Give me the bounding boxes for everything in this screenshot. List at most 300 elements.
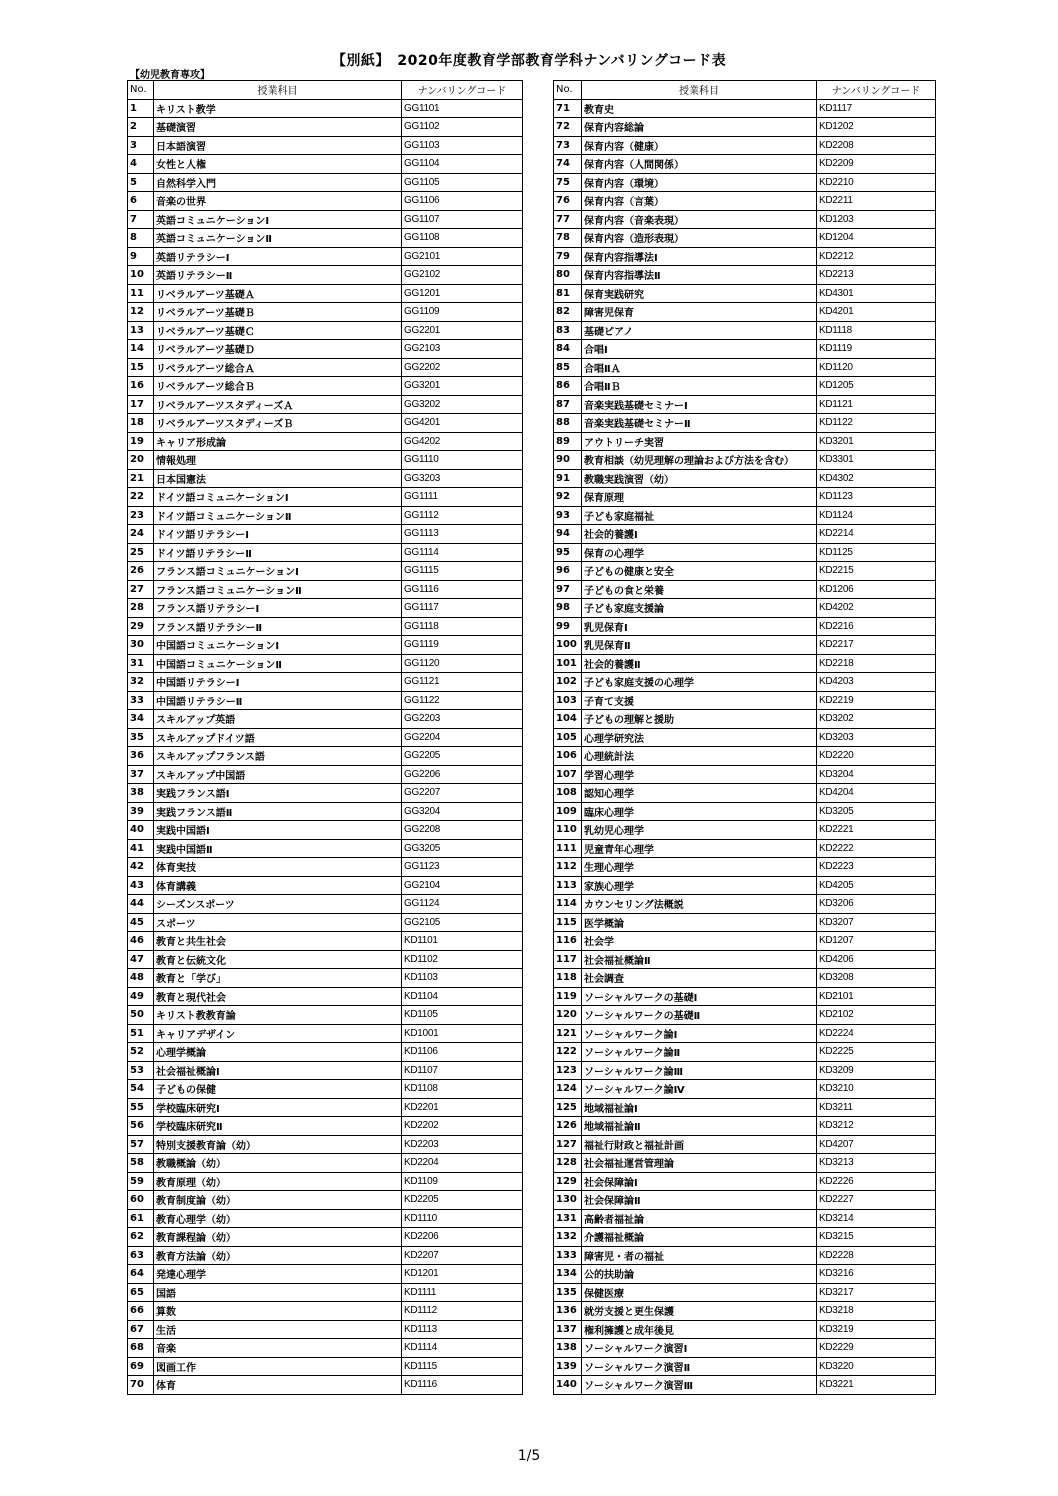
numbering-code: GG1112: [402, 506, 523, 525]
numbering-code: KD1201: [402, 1265, 523, 1284]
subject-name: 保育原理: [582, 488, 817, 507]
numbering-code: GG3202: [402, 395, 523, 414]
subject-name: 保育内容指導法Ⅰ: [582, 247, 817, 266]
numbering-code: KD2214: [817, 525, 936, 544]
table-row: [554, 266, 936, 285]
subject-name: 就労支援と更生保護: [582, 1302, 817, 1321]
header-no: No.: [128, 81, 154, 100]
subject-name: 障害児保育: [582, 303, 817, 322]
row-number: 120: [554, 1006, 582, 1025]
subject-name: リベラルアーツスタディーズＡ: [154, 395, 402, 414]
numbering-code: KD2210: [817, 173, 936, 192]
row-number: 11: [128, 284, 154, 303]
row-number: 73: [554, 136, 582, 155]
table-row: [554, 1339, 936, 1358]
header-subject: 授業科目: [582, 81, 817, 100]
subject-name: 女性と人権: [154, 155, 402, 174]
numbering-code: KD1117: [817, 99, 936, 118]
row-number: 16: [128, 377, 154, 396]
numbering-code: KD1109: [402, 1172, 523, 1191]
subject-name: ソーシャルワーク論Ⅰ: [582, 1024, 817, 1043]
subject-name: 保育の心理学: [582, 543, 817, 562]
row-number: 136: [554, 1302, 582, 1321]
table-row: [554, 321, 936, 340]
table-row: [554, 358, 936, 377]
row-number: 6: [128, 192, 154, 211]
row-number: 62: [128, 1228, 154, 1247]
subject-name: 実践フランス語Ⅰ: [154, 784, 402, 803]
numbering-code: GG1119: [402, 636, 523, 655]
table-row: [128, 1228, 523, 1247]
numbering-code: GG1124: [402, 895, 523, 914]
row-number: 138: [554, 1339, 582, 1358]
subject-name: 基礎ピアノ: [582, 321, 817, 340]
row-number: 72: [554, 118, 582, 137]
numbering-code: GG1111: [402, 488, 523, 507]
subject-name: ソーシャルワーク論Ⅳ: [582, 1080, 817, 1099]
numbering-code: GG1109: [402, 303, 523, 322]
table-row: [554, 617, 936, 636]
numbering-code: GG4201: [402, 414, 523, 433]
subject-name: 算数: [154, 1302, 402, 1321]
table-row: [554, 876, 936, 895]
table-row: [128, 858, 523, 877]
numbering-code: KD1113: [402, 1320, 523, 1339]
row-number: 133: [554, 1246, 582, 1265]
row-number: 35: [128, 728, 154, 747]
numbering-code: GG1104: [402, 155, 523, 174]
subject-name: 教育と伝統文化: [154, 950, 402, 969]
numbering-code: KD1107: [402, 1061, 523, 1080]
row-number: 87: [554, 395, 582, 414]
numbering-code: KD2216: [817, 617, 936, 636]
table-row: [128, 340, 523, 359]
numbering-code: KD2204: [402, 1154, 523, 1173]
numbering-code: KD4203: [817, 673, 936, 692]
numbering-code: KD3209: [817, 1061, 936, 1080]
table-row: [554, 118, 936, 137]
table-row: [554, 895, 936, 914]
row-number: 27: [128, 580, 154, 599]
subject-name: 教育課程論（幼）: [154, 1228, 402, 1247]
table-row: [554, 710, 936, 729]
row-number: 13: [128, 321, 154, 340]
table-row: [554, 1283, 936, 1302]
table-row: [554, 1320, 936, 1339]
numbering-code: GG1121: [402, 673, 523, 692]
row-number: 29: [128, 617, 154, 636]
subject-name: 社会的養護Ⅰ: [582, 525, 817, 544]
table-row: [554, 395, 936, 414]
numbering-code: GG1107: [402, 210, 523, 229]
row-number: 30: [128, 636, 154, 655]
subject-name: フランス語リテラシーⅡ: [154, 617, 402, 636]
numbering-code: GG2102: [402, 266, 523, 285]
table-row: [128, 192, 523, 211]
subject-name: 音楽の世界: [154, 192, 402, 211]
table-row: [554, 377, 936, 396]
row-number: 40: [128, 821, 154, 840]
row-number: 32: [128, 673, 154, 692]
row-number: 66: [128, 1302, 154, 1321]
numbering-code: GG2104: [402, 876, 523, 895]
numbering-code: KD2206: [402, 1228, 523, 1247]
table-row: [128, 99, 523, 118]
numbering-code: GG2201: [402, 321, 523, 340]
row-number: 15: [128, 358, 154, 377]
table-row: [128, 839, 523, 858]
subject-name: 社会保障論Ⅱ: [582, 1191, 817, 1210]
numbering-code: KD2224: [817, 1024, 936, 1043]
numbering-code: GG1106: [402, 192, 523, 211]
row-number: 118: [554, 969, 582, 988]
numbering-code: KD2207: [402, 1246, 523, 1265]
numbering-code: KD1115: [402, 1357, 523, 1376]
subject-name: 公的扶助論: [582, 1265, 817, 1284]
table-row: [128, 950, 523, 969]
row-number: 5: [128, 173, 154, 192]
subject-name: リベラルアーツ基礎Ａ: [154, 284, 402, 303]
row-number: 83: [554, 321, 582, 340]
subject-name: 社会保障論Ⅰ: [582, 1172, 817, 1191]
numbering-code: KD1125: [817, 543, 936, 562]
row-number: 23: [128, 506, 154, 525]
subject-name: キャリアデザイン: [154, 1024, 402, 1043]
subject-name: 保育内容（環境）: [582, 173, 817, 192]
subject-name: 教職実践演習（幼）: [582, 469, 817, 488]
table-row: [554, 765, 936, 784]
numbering-code: KD4301: [817, 284, 936, 303]
numbering-code: KD3206: [817, 895, 936, 914]
subject-name: 体育実技: [154, 858, 402, 877]
subject-name: 保健医療: [582, 1283, 817, 1302]
row-number: 81: [554, 284, 582, 303]
numbering-code: KD2229: [817, 1339, 936, 1358]
row-number: 45: [128, 913, 154, 932]
numbering-code: KD1106: [402, 1043, 523, 1062]
row-number: 134: [554, 1265, 582, 1284]
row-number: 88: [554, 414, 582, 433]
table-row: [128, 784, 523, 803]
subject-name: 社会調査: [582, 969, 817, 988]
numbering-code: GG1123: [402, 858, 523, 877]
table-row: [128, 136, 523, 155]
numbering-code: KD4207: [817, 1135, 936, 1154]
table-row: [554, 173, 936, 192]
numbering-code: KD4206: [817, 950, 936, 969]
row-number: 114: [554, 895, 582, 914]
table-row: [128, 1339, 523, 1358]
table-row: [128, 1098, 523, 1117]
table-row: [128, 1061, 523, 1080]
table-row: [128, 599, 523, 618]
row-number: 4: [128, 155, 154, 174]
numbering-code: KD3204: [817, 765, 936, 784]
table-row: [128, 432, 523, 451]
subject-name: 保育内容（音楽表現）: [582, 210, 817, 229]
table-header-row: [128, 81, 523, 100]
table-row: [128, 562, 523, 581]
row-number: 19: [128, 432, 154, 451]
subject-name: 中国語コミュニケーションⅡ: [154, 654, 402, 673]
row-number: 90: [554, 451, 582, 470]
table-row: [128, 488, 523, 507]
subject-name: ドイツ語リテラシーⅠ: [154, 525, 402, 544]
row-number: 47: [128, 950, 154, 969]
table-row: [128, 210, 523, 229]
page-title: 【別紙】 2020年度教育学部教育学科ナンバリングコード表: [331, 53, 727, 69]
numbering-code: KD2221: [817, 821, 936, 840]
subject-name: 保育実践研究: [582, 284, 817, 303]
table-row: [554, 728, 936, 747]
subject-name: 自然科学入門: [154, 173, 402, 192]
row-number: 99: [554, 617, 582, 636]
table-row: [554, 99, 936, 118]
row-number: 98: [554, 599, 582, 618]
table-row: [554, 488, 936, 507]
table-row: [128, 1154, 523, 1173]
numbering-code: KD4302: [817, 469, 936, 488]
row-number: 41: [128, 839, 154, 858]
subject-name: ソーシャルワークの基礎Ⅱ: [582, 1006, 817, 1025]
row-number: 55: [128, 1098, 154, 1117]
subject-name: 英語リテラシーⅡ: [154, 266, 402, 285]
row-number: 67: [128, 1320, 154, 1339]
subject-name: リベラルアーツ総合Ａ: [154, 358, 402, 377]
table-row: [128, 1209, 523, 1228]
row-number: 106: [554, 747, 582, 766]
row-number: 122: [554, 1043, 582, 1062]
table-row: [128, 987, 523, 1006]
row-number: 42: [128, 858, 154, 877]
table-row: [128, 451, 523, 470]
subject-name: 乳児保育Ⅱ: [582, 636, 817, 655]
numbering-code: KD3203: [817, 728, 936, 747]
subject-name: 教育相談（幼児理解の理論および方法を含む）: [582, 451, 817, 470]
table-row: [128, 173, 523, 192]
subject-name: 心理学概論: [154, 1043, 402, 1062]
row-number: 26: [128, 562, 154, 581]
table-row: [554, 1135, 936, 1154]
subject-name: 実践中国語Ⅰ: [154, 821, 402, 840]
row-number: 116: [554, 932, 582, 951]
subject-name: 権利擁護と成年後見: [582, 1320, 817, 1339]
numbering-code: KD1120: [817, 358, 936, 377]
table-row: [128, 229, 523, 248]
subject-name: 社会福祉運営管理論: [582, 1154, 817, 1173]
subject-name: 音楽実践基礎セミナーⅡ: [582, 414, 817, 433]
subject-name: 子どもの食と栄養: [582, 580, 817, 599]
table-row: [554, 858, 936, 877]
table-row: [554, 543, 936, 562]
table-row: [554, 1172, 936, 1191]
row-number: 7: [128, 210, 154, 229]
table-row: [128, 247, 523, 266]
subject-name: フランス語コミュニケーションⅡ: [154, 580, 402, 599]
table-row: [128, 728, 523, 747]
numbering-code: KD1206: [817, 580, 936, 599]
row-number: 58: [128, 1154, 154, 1173]
row-number: 96: [554, 562, 582, 581]
numbering-code: KD4201: [817, 303, 936, 322]
table-row: [554, 1098, 936, 1117]
row-number: 36: [128, 747, 154, 766]
numbering-code: KD3221: [817, 1376, 936, 1395]
row-number: 53: [128, 1061, 154, 1080]
subject-name: リベラルアーツ基礎Ｃ: [154, 321, 402, 340]
table-row: [128, 469, 523, 488]
numbering-code: KD2220: [817, 747, 936, 766]
table-row: [554, 1209, 936, 1228]
subject-name: 体育講義: [154, 876, 402, 895]
row-number: 135: [554, 1283, 582, 1302]
table-row: [554, 340, 936, 359]
numbering-code: KD1121: [817, 395, 936, 414]
table-row: [554, 1024, 936, 1043]
row-number: 75: [554, 173, 582, 192]
row-number: 127: [554, 1135, 582, 1154]
row-number: 9: [128, 247, 154, 266]
subject-name: 福祉行財政と福祉計画: [582, 1135, 817, 1154]
numbering-code: KD2101: [817, 987, 936, 1006]
table-row: [128, 932, 523, 951]
table-row: [128, 1191, 523, 1210]
numbering-code: KD2212: [817, 247, 936, 266]
table-row: [554, 210, 936, 229]
table-row: [128, 1135, 523, 1154]
row-number: 12: [128, 303, 154, 322]
subject-name: 社会福祉概論Ⅰ: [154, 1061, 402, 1080]
numbering-code: KD1123: [817, 488, 936, 507]
numbering-code: GG3205: [402, 839, 523, 858]
subject-name: 子どもの理解と援助: [582, 710, 817, 729]
numbering-code: GG2105: [402, 913, 523, 932]
section-label: 【幼児教育専攻】: [130, 70, 210, 81]
numbering-code: GG2205: [402, 747, 523, 766]
numbering-code: KD1104: [402, 987, 523, 1006]
subject-name: 子どもの保健: [154, 1080, 402, 1099]
row-number: 25: [128, 543, 154, 562]
subject-name: 保育内容（造形表現）: [582, 229, 817, 248]
numbering-code: KD2205: [402, 1191, 523, 1210]
numbering-code: KD1110: [402, 1209, 523, 1228]
subject-name: リベラルアーツスタディーズＢ: [154, 414, 402, 433]
numbering-code: KD2222: [817, 839, 936, 858]
header-subject: 授業科目: [154, 81, 402, 100]
row-number: 128: [554, 1154, 582, 1173]
row-number: 126: [554, 1117, 582, 1136]
numbering-code: GG4202: [402, 432, 523, 451]
row-number: 95: [554, 543, 582, 562]
subject-name: キリスト教教育論: [154, 1006, 402, 1025]
numbering-code: KD3207: [817, 913, 936, 932]
numbering-code: GG1117: [402, 599, 523, 618]
table-row: [128, 802, 523, 821]
numbering-code: KD2228: [817, 1246, 936, 1265]
row-number: 65: [128, 1283, 154, 1302]
numbering-code: KD1202: [817, 118, 936, 137]
table-row: [128, 414, 523, 433]
subject-name: 学校臨床研究Ⅰ: [154, 1098, 402, 1117]
row-number: 121: [554, 1024, 582, 1043]
row-number: 43: [128, 876, 154, 895]
subject-name: 発達心理学: [154, 1265, 402, 1284]
row-number: 124: [554, 1080, 582, 1099]
row-number: 74: [554, 155, 582, 174]
subject-name: 国語: [154, 1283, 402, 1302]
row-number: 137: [554, 1320, 582, 1339]
table-row: [128, 303, 523, 322]
numbering-code: GG2202: [402, 358, 523, 377]
subject-name: 合唱Ⅰ: [582, 340, 817, 359]
subject-name: 医学概論: [582, 913, 817, 932]
numbering-code: GG2103: [402, 340, 523, 359]
table-row: [554, 1191, 936, 1210]
row-number: 71: [554, 99, 582, 118]
numbering-code: KD2201: [402, 1098, 523, 1117]
row-number: 60: [128, 1191, 154, 1210]
subject-name: 心理学研究法: [582, 728, 817, 747]
subject-name: スキルアップ中国語: [154, 765, 402, 784]
table-row: [554, 303, 936, 322]
row-number: 100: [554, 636, 582, 655]
row-number: 131: [554, 1209, 582, 1228]
table-row: [128, 266, 523, 285]
row-number: 104: [554, 710, 582, 729]
numbering-code: KD1105: [402, 1006, 523, 1025]
subject-name: 子ども家庭福祉: [582, 506, 817, 525]
row-number: 92: [554, 488, 582, 507]
row-number: 46: [128, 932, 154, 951]
table-row: [554, 1246, 936, 1265]
table-row: [128, 1246, 523, 1265]
table-row: [128, 876, 523, 895]
subject-name: カウンセリング法概説: [582, 895, 817, 914]
numbering-code: GG1102: [402, 118, 523, 137]
row-number: 28: [128, 599, 154, 618]
numbering-table-left: [127, 80, 523, 1395]
subject-name: 教育と現代社会: [154, 987, 402, 1006]
subject-name: リベラルアーツ基礎Ｂ: [154, 303, 402, 322]
table-row: [128, 1283, 523, 1302]
numbering-code: KD3212: [817, 1117, 936, 1136]
row-number: 34: [128, 710, 154, 729]
row-number: 132: [554, 1228, 582, 1247]
subject-name: 保育内容（人間関係）: [582, 155, 817, 174]
row-number: 110: [554, 821, 582, 840]
subject-name: ソーシャルワーク演習Ⅰ: [582, 1339, 817, 1358]
subject-name: 子育て支援: [582, 691, 817, 710]
row-number: 63: [128, 1246, 154, 1265]
row-number: 52: [128, 1043, 154, 1062]
numbering-code: GG1110: [402, 451, 523, 470]
subject-name: ソーシャルワーク演習Ⅲ: [582, 1376, 817, 1395]
subject-name: 基礎演習: [154, 118, 402, 137]
numbering-code: KD4202: [817, 599, 936, 618]
numbering-code: KD1111: [402, 1283, 523, 1302]
row-number: 89: [554, 432, 582, 451]
subject-name: スポーツ: [154, 913, 402, 932]
table-row: [128, 1006, 523, 1025]
row-number: 129: [554, 1172, 582, 1191]
numbering-code: KD4205: [817, 876, 936, 895]
subject-name: 社会福祉概論Ⅱ: [582, 950, 817, 969]
row-number: 68: [128, 1339, 154, 1358]
table-row: [128, 118, 523, 137]
row-number: 14: [128, 340, 154, 359]
numbering-code: KD2227: [817, 1191, 936, 1210]
row-number: 8: [128, 229, 154, 248]
